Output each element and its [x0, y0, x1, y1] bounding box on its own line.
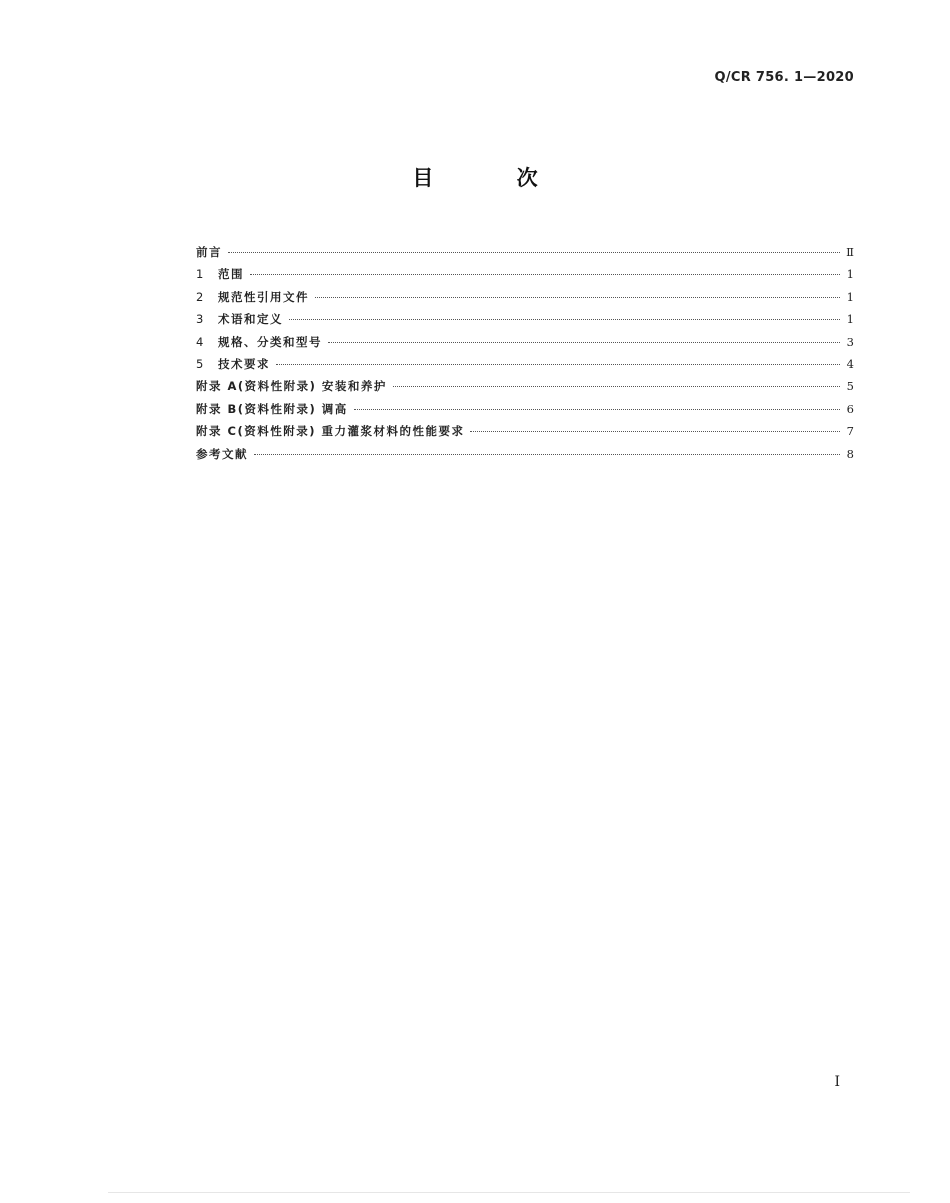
- toc-entry-page: Ⅱ: [846, 245, 854, 259]
- toc-entry-appendix-a[interactable]: [196, 378, 854, 400]
- toc-entry-label: 附录 B(资料性附录) 调高: [196, 401, 348, 416]
- toc-entry-page: 3: [846, 334, 854, 349]
- toc-entry-page: 6: [846, 401, 854, 416]
- toc-entry-label: 附录 A(资料性附录) 安装和养护: [196, 379, 387, 394]
- toc-entry-label: 技术要求: [218, 356, 270, 371]
- toc-entry-specifications[interactable]: [196, 334, 854, 356]
- toc-entry-label: 参考文献: [196, 446, 248, 461]
- toc-entry-page: 1: [846, 289, 854, 304]
- toc-entry-label: 术语和定义: [218, 312, 283, 327]
- toc-leader-dots: [289, 319, 840, 320]
- standard-code: Q/CR 756. 1—2020: [714, 70, 854, 85]
- toc-entry-technical-requirements[interactable]: [196, 356, 854, 378]
- toc-leader-dots: [254, 454, 840, 455]
- toc-entry-label: 规范性引用文件: [218, 289, 309, 304]
- toc-entry-scope[interactable]: [196, 266, 854, 288]
- toc-leader-dots: [250, 274, 840, 275]
- toc-entry-bibliography[interactable]: [196, 446, 854, 468]
- toc-entry-page: 5: [846, 379, 854, 394]
- toc-entry-label: 附录 C(资料性附录) 重力灌浆材料的性能要求: [196, 424, 465, 439]
- toc-entry-number: 3: [196, 312, 204, 327]
- toc-entry-label: 规格、分类和型号: [218, 334, 322, 349]
- toc-entry-label: 前言: [196, 245, 222, 259]
- toc-entry-normative-references[interactable]: [196, 289, 854, 311]
- toc-entry-terms-definitions[interactable]: [196, 311, 854, 333]
- page-title: 目 次: [412, 166, 576, 190]
- toc-leader-dots: [393, 386, 840, 387]
- toc-entry-number: 2: [196, 289, 204, 304]
- toc-leader-dots: [328, 342, 840, 343]
- toc-leader-dots: [315, 297, 840, 298]
- toc-leader-dots: [276, 364, 840, 365]
- page-number: I: [834, 1074, 840, 1090]
- toc-entry-page: 4: [846, 356, 854, 371]
- toc-entry-number: 1: [196, 267, 204, 282]
- toc-entry-page: 7: [846, 424, 854, 439]
- toc-entry-appendix-b[interactable]: [196, 401, 854, 423]
- toc-leader-dots: [228, 252, 840, 253]
- toc-entry-page: 8: [846, 446, 854, 461]
- toc-entry-page: 1: [846, 312, 854, 327]
- table-of-contents: [196, 244, 854, 468]
- toc-leader-dots: [354, 409, 840, 410]
- toc-entry-label: 范围: [218, 267, 244, 282]
- toc-leader-dots: [470, 431, 840, 432]
- toc-entry-number: 5: [196, 356, 204, 371]
- scan-edge-divider: [108, 1192, 910, 1193]
- toc-entry-foreword[interactable]: [196, 244, 854, 266]
- toc-entry-appendix-c[interactable]: [196, 423, 854, 445]
- toc-entry-page: 1: [846, 267, 854, 282]
- toc-entry-number: 4: [196, 334, 204, 349]
